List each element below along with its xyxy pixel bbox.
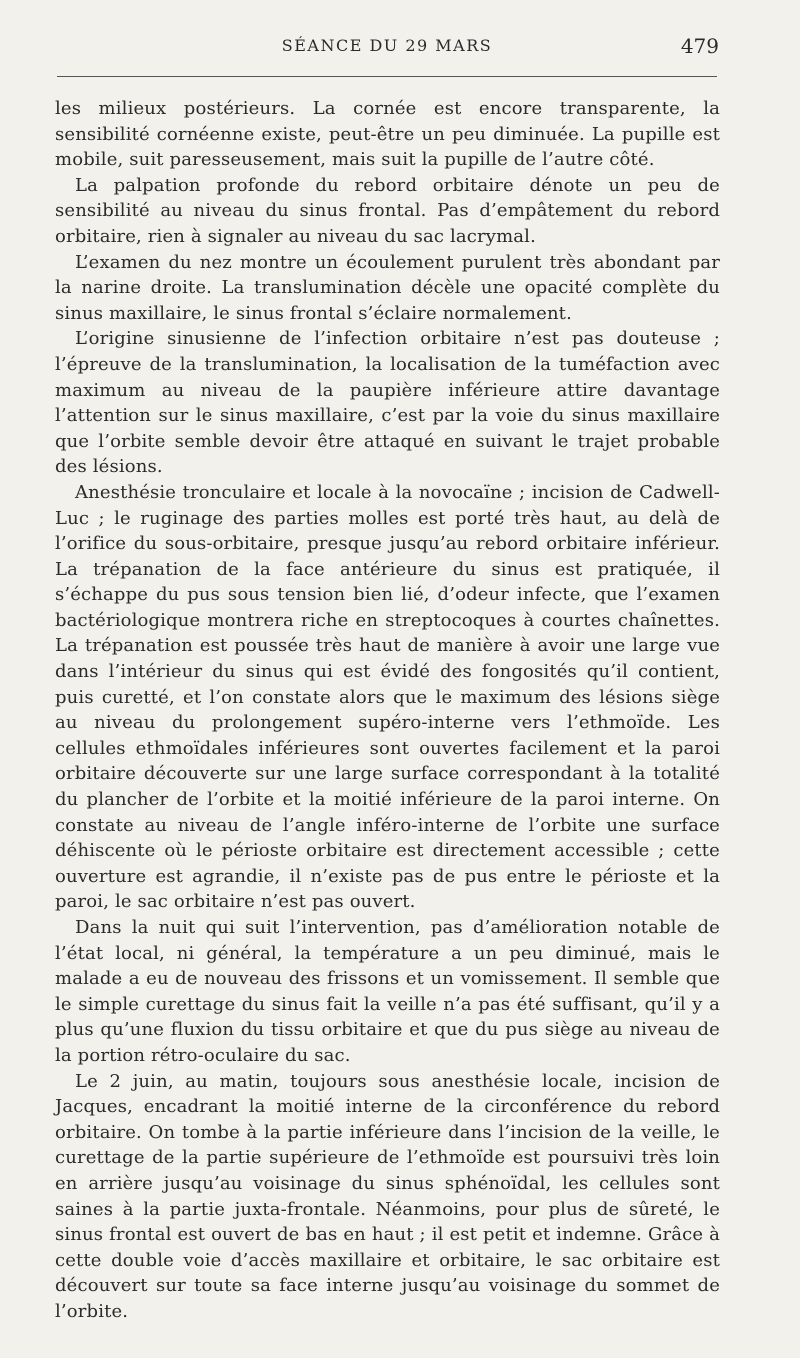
running-title: SÉANCE DU 29 MARS <box>281 36 493 55</box>
body-text <box>55 96 720 1325</box>
page-number: 479 <box>680 34 719 58</box>
paragraph-1: les milieux postérieurs. La cornée est encore transparente, la sensibilité cornéenne existe, peut-être un peu diminuée. La pupille est mobile, suit paresseusement, mais suit la pupille de l’autre côté. <box>55 98 720 171</box>
paragraph-5: Anesthésie tronculaire et locale à la novocaïne ; incision de Cadwell-Luc ; le ruginage des parties molles est porté très haut, au delà de l’orifice du sous-orbitaire, presque jusqu’au rebord orbitaire inférieur. La trépanation de la face antérieure du sinus est pratiquée, il s’échappe du pus sous tension bien lié, d’odeur infecte, que l’examen bactériologique montrera riche en streptocoques à courtes chaînettes. La trépanation est poussée très haut de manière à avoir une large vue dans l’intérieur du sinus qui est évidé des fongosités qu’il contient, puis curetté, et l’on constate alors que le maximum des lésions siège au niveau du prolongement supéro-interne vers l’ethmoïde. Les cellules ethmoïdales inférieures sont ouvertes facilement et la paroi orbitaire découverte sur une large surface correspondant à la totalité du plancher de l’orbite et la moitié inférieure de la paroi interne. On constate au niveau de l’angle inféro-interne de l’orbite une surface déhiscente où le périoste orbitaire est directement accessible ; cette ouverture est agrandie, il n’existe pas de pus entre le périoste et la paroi, le sac orbitaire n’est pas ouvert. <box>55 481 720 913</box>
paragraph-6: Dans la nuit qui suit l’intervention, pas d’amélioration notable de l’état local, ni général, la température a un peu diminué, mais le malade a eu de nouveau des frissons et un vomissement. Il semble que le simple curettage du sinus fait la veille n’a pas été suffisant, qu’il y a plus qu’une fluxion du tissu orbitaire et que du pus siège au niveau de la portion rétro-oculaire du sac. <box>55 917 720 1066</box>
running-header <box>57 34 717 58</box>
header-rule <box>57 76 717 77</box>
paragraph-3: L’examen du nez montre un écoulement purulent très abondant par la narine droite. La translumination décèle une opacité complète du sinus maxillaire, le sinus frontal s’éclaire normalement. <box>55 251 720 324</box>
paragraph-2: La palpation profonde du rebord orbitaire dénote un peu de sensibilité au niveau du sinus frontal. Pas d’empâtement du rebord orbitaire, rien à signaler au niveau du sac lacrymal. <box>55 174 720 247</box>
paragraph-7: Le 2 juin, au matin, toujours sous anesthésie locale, incision de Jacques, encadrant la moitié interne de la circonférence du rebord orbitaire. On tombe à la partie inférieure dans l’incision de la veille, le curettage de la partie supérieure de l’ethmoïde est poursuivi très loin en arrière jusqu’au voisinage du sinus sphénoïdal, les cellules sont saines à la partie juxta-frontale. Néanmoins, pour plus de sûreté, le sinus frontal est ouvert de bas en haut ; il est petit et indemne. Grâce à cette double voie d’accès maxillaire et orbitaire, le sac orbitaire est découvert sur toute sa face interne jusqu’au voisinage du sommet de l’orbite. <box>55 1070 720 1322</box>
paragraph-4: L’origine sinusienne de l’infection orbitaire n’est pas douteuse ; l’épreuve de la translumination, la localisation de la tuméfaction avec maximum au niveau de la paupière inférieure attire davantage l’attention sur le sinus maxillaire, c’est par la voie du sinus maxillaire que l’orbite semble devoir être attaqué en suivant le trajet probable des lésions. <box>55 328 720 478</box>
